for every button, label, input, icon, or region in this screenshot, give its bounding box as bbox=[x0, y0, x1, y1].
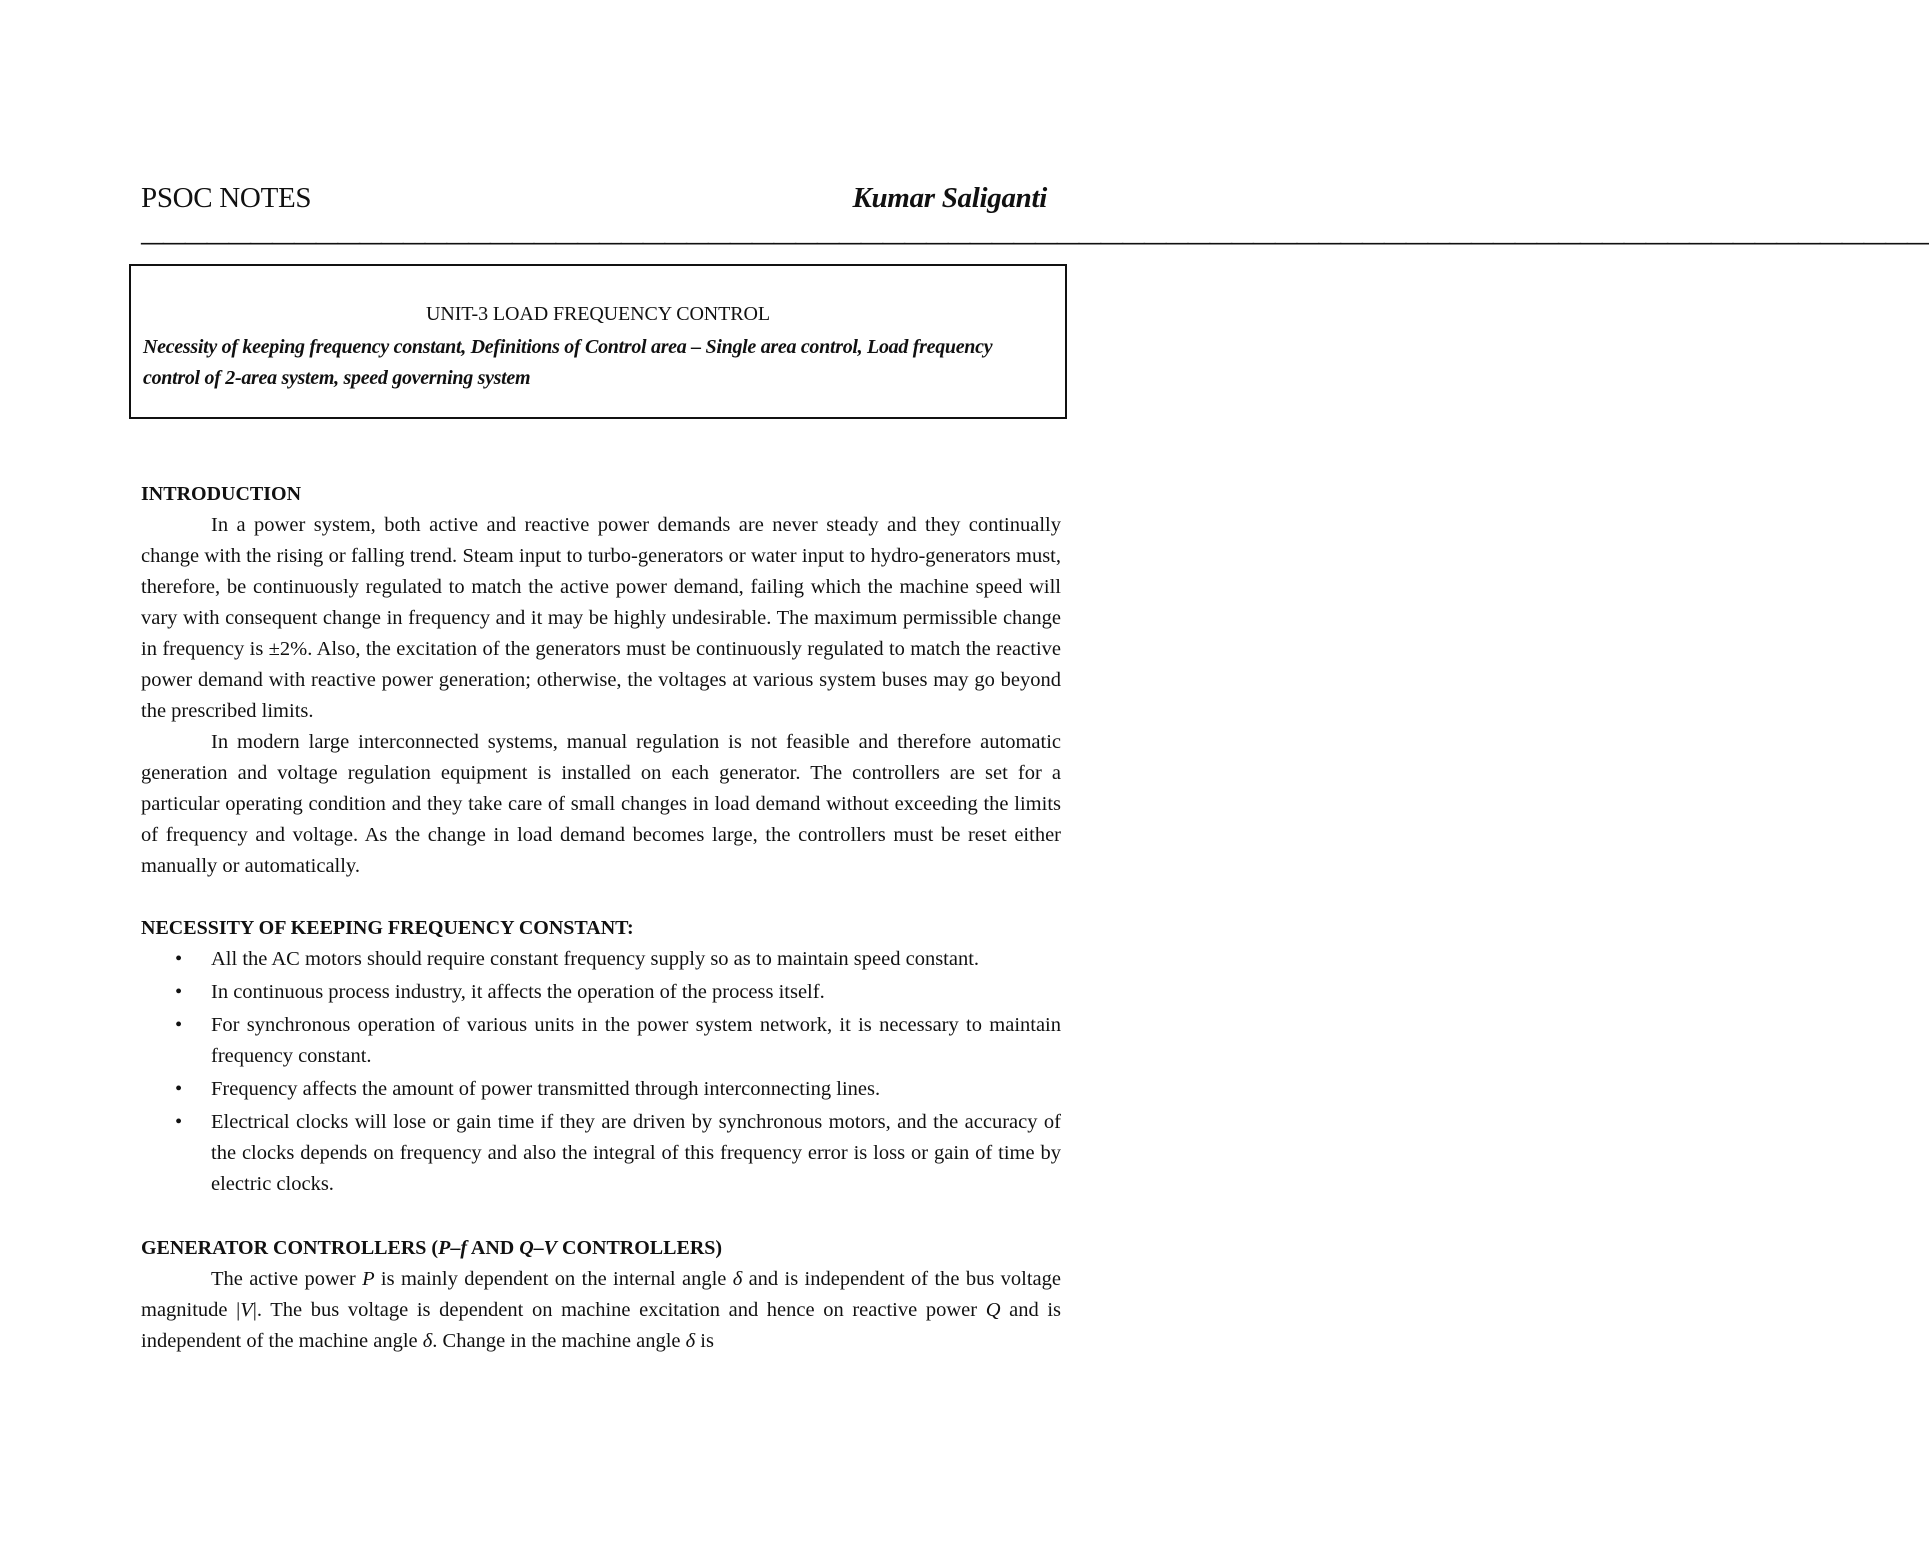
spacer bbox=[141, 1202, 1061, 1233]
document-title: PSOC NOTES bbox=[141, 182, 312, 214]
list-item-text: In continuous process industry, it affects the operation of the process itself. bbox=[211, 981, 825, 1003]
paragraph: In a power system, both active and reactive power demands are never steady and they continually change with the rising or falling trend. Steam input to turbo-generators or water input to hydro-generators must, therefore, be continuously regulated to match the active power demand, failing which the machine speed will vary with consequent change in frequency and it may be highly undesirable. The maximum permissible change in frequency is ±2%. Also, the excitation of the generators must be continuously regulated to match the reactive power demand with reactive power generation; otherwise, the voltages at various system buses may go beyond the prescribed limits. bbox=[141, 514, 1061, 722]
list-item bbox=[141, 944, 1061, 975]
heading-symbol: Q bbox=[519, 1237, 534, 1259]
list-item-text: Frequency affects the amount of power transmitted through interconnecting lines. bbox=[211, 1078, 881, 1100]
document-body bbox=[141, 479, 1061, 1357]
math-symbol: δ bbox=[422, 1330, 433, 1352]
math-symbol: δ bbox=[732, 1268, 743, 1290]
unit-title: UNIT-3 LOAD FREQUENCY CONTROL bbox=[426, 303, 770, 325]
document-author: Kumar Saliganti bbox=[852, 182, 1047, 214]
heading-text: AND bbox=[466, 1237, 520, 1259]
list-item bbox=[141, 1010, 1061, 1072]
heading-symbol: f bbox=[460, 1237, 467, 1259]
heading-symbol: V bbox=[543, 1237, 558, 1259]
list-item bbox=[141, 977, 1061, 1008]
math-symbol: δ bbox=[685, 1330, 696, 1352]
bullet-icon: • bbox=[175, 1111, 183, 1133]
math-symbol: Q bbox=[985, 1299, 1001, 1321]
bullet-icon: • bbox=[175, 1014, 183, 1036]
paragraph-text: and is independent of the machine angle bbox=[141, 1299, 1062, 1352]
paragraph bbox=[141, 1264, 1061, 1357]
header-rule: —————————————————————————————————————————————————————————————————————————————————— bbox=[141, 229, 1929, 254]
heading-text: CONTROLLERS) bbox=[557, 1237, 723, 1259]
unit-summary-box bbox=[129, 264, 1067, 419]
bullet-icon: • bbox=[175, 948, 183, 970]
section-heading-introduction: INTRODUCTION bbox=[141, 483, 302, 505]
heading-text: – bbox=[450, 1237, 461, 1259]
section-heading-necessity: NECESSITY OF KEEPING FREQUENCY CONSTANT: bbox=[141, 917, 634, 939]
heading-text: – bbox=[533, 1237, 544, 1259]
paragraph-text: The active power bbox=[211, 1268, 363, 1290]
paragraph-text: |. The bus voltage is dependent on machine excitation and hence on reactive power bbox=[252, 1299, 986, 1321]
list-item bbox=[141, 1074, 1061, 1105]
math-symbol: V bbox=[240, 1299, 253, 1321]
bullet-list bbox=[141, 944, 1061, 1200]
spacer bbox=[141, 882, 1061, 913]
math-symbol: P bbox=[362, 1268, 375, 1290]
paragraph-text: is bbox=[695, 1330, 714, 1352]
list-item-text: For synchronous operation of various units in the power system network, it is necessary to maintain frequency constant. bbox=[211, 1014, 1061, 1067]
heading-symbol: P bbox=[438, 1237, 451, 1259]
section-heading-generator-controllers bbox=[141, 1233, 1061, 1264]
list-item-text: Electrical clocks will lose or gain time if they are driven by synchronous motors, and the accuracy of the clocks depends on frequency and also the integral of this frequency error is loss or gain of time by electric clocks. bbox=[211, 1111, 1061, 1195]
unit-topics: Necessity of keeping frequency constant, Definitions of Control area – Single area control, Load frequency control of 2-area system, speed governing system bbox=[143, 336, 993, 389]
paragraph: In modern large interconnected systems, manual regulation is not feasible and therefore automatic generation and voltage regulation equipment is installed on each generator. The controllers are set for a particular operating condition and they take care of small changes in load demand without exceeding the limits of frequency and voltage. As the change in load demand becomes large, the controllers must be reset either manually or automatically. bbox=[141, 731, 1061, 877]
bullet-icon: • bbox=[175, 1078, 183, 1100]
page-header bbox=[141, 182, 1047, 222]
paragraph-text: is mainly dependent on the internal angle bbox=[374, 1268, 733, 1290]
heading-text: GENERATOR CONTROLLERS ( bbox=[141, 1237, 439, 1259]
paragraph-text: and is independent of the bus voltage magnitude | bbox=[141, 1268, 1061, 1321]
paragraph-text: . Change in the machine angle bbox=[432, 1330, 686, 1352]
bullet-icon: • bbox=[175, 981, 183, 1003]
list-item-text: All the AC motors should require constant frequency supply so as to maintain speed constant. bbox=[211, 948, 980, 970]
list-item bbox=[141, 1107, 1061, 1200]
